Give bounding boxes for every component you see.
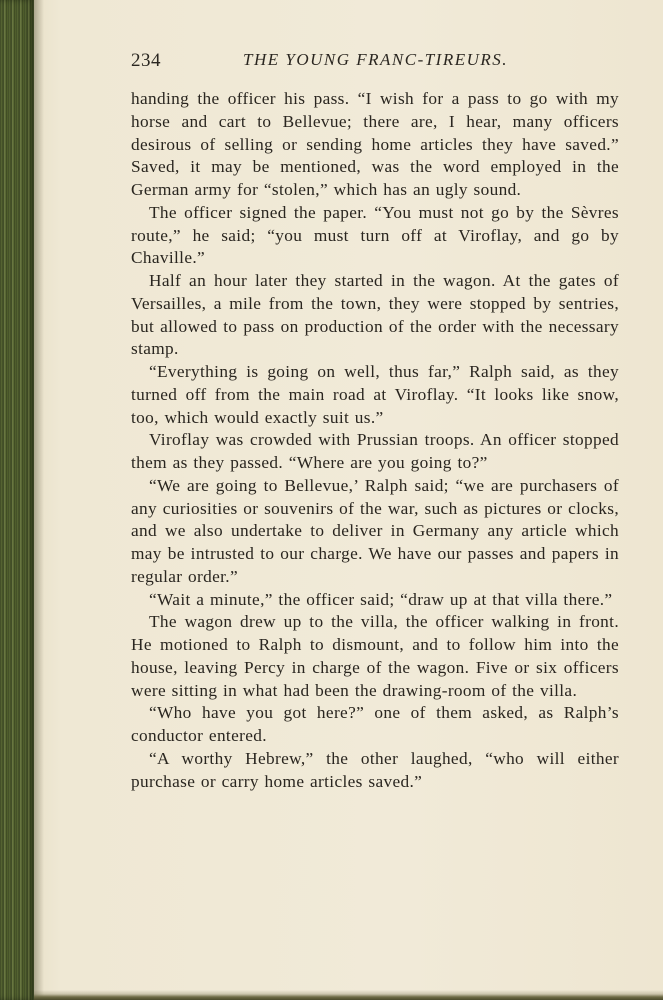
paragraph: “We are going to Bellevue,’ Ralph said; “we are purchasers of any curiosities or souvenirs of the war, such as pictures or clocks, and we also undertake to deliver in Germany any article which may be intrusted to our charge. We have our passes and papers in regular order.” — [131, 475, 619, 586]
paragraph: The officer signed the paper. “You must not go by the Sèvres route,” he said; “you must turn off at Viroflay, and go by Chaville.” — [131, 202, 619, 268]
paragraph: Viroflay was crowded with Prussian troops. An officer stopped them as they passed. “Where are you going to?” — [131, 430, 619, 472]
paragraph: “Who have you got here?” one of them asked, as Ralph’s conductor entered. — [131, 703, 619, 745]
paragraph: Half an hour later they started in the wagon. At the gates of Versailles, a mile from the town, they were stopped by sentries, but allowed to pass on production of the order with the necessary stamp. — [131, 271, 619, 359]
paragraph: “Wait a minute,” the officer said; “draw up at that villa there.” — [149, 589, 613, 609]
paragraph: The wagon drew up to the villa, the officer walking in front. He motioned to Ralph to dismount, and to follow him into the house, leaving Percy in charge of the wagon. Five or six officers were sitting in what had been the drawing-room of the villa. — [131, 612, 619, 700]
page-header — [131, 50, 619, 76]
page-bottom-edge — [34, 990, 663, 1000]
body-text — [131, 88, 619, 793]
running-title: THE YOUNG FRANC-TIREURS. — [243, 50, 509, 69]
paragraph: handing the officer his pass. “I wish for a pass to go with my horse and cart to Bellevue; there are, I hear, many officers desirous of selling or sending home articles they have saved.” Saved, it may be mentioned, was the word employed in the German army for “stolen,” which has an ugly sound. — [131, 89, 619, 199]
paragraph: “A worthy Hebrew,” the other laughed, “who will either purchase or carry home articles saved.” — [131, 748, 619, 791]
book-spine — [0, 0, 34, 1000]
paragraph: “Everything is going on well, thus far,” Ralph said, as they turned off from the main road at Viroflay. “It looks like snow, too, which would exactly suit us.” — [131, 362, 619, 427]
spine-shadow — [34, 0, 44, 1000]
page-number: 234 — [131, 50, 161, 71]
